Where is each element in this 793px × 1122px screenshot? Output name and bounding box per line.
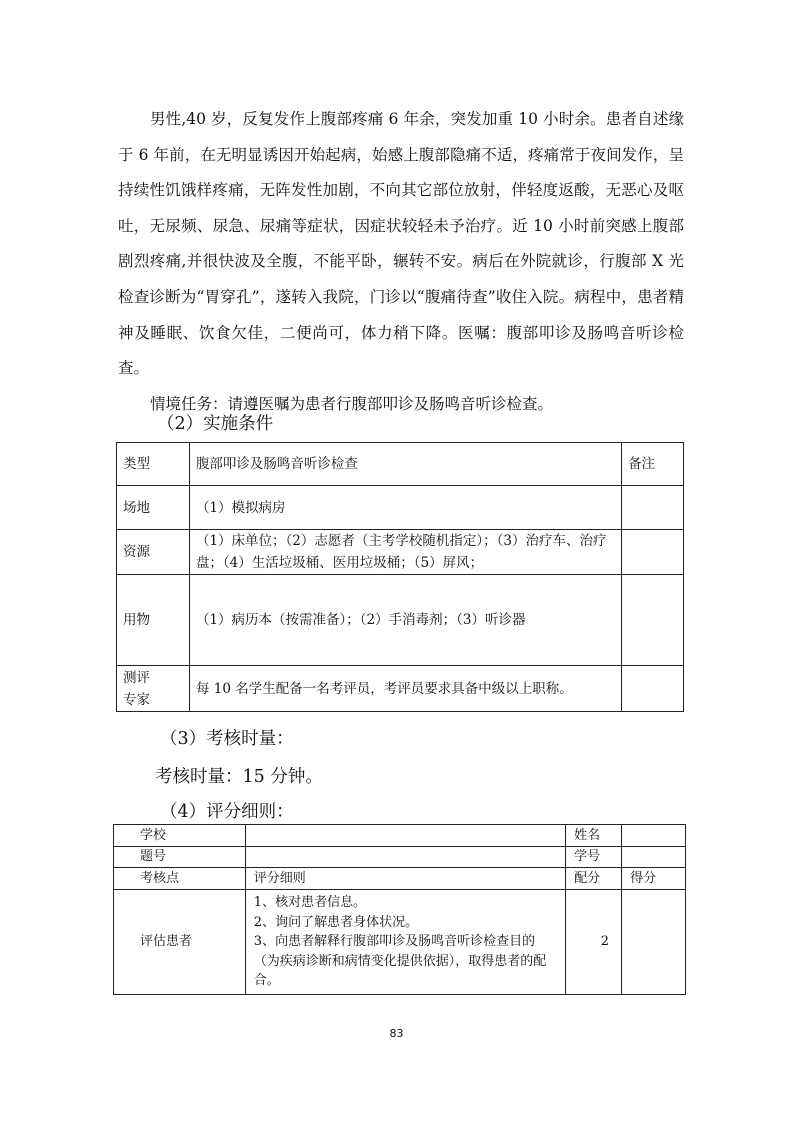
criteria-item: 3、向患者解释行腹部叩诊及肠鸣音听诊检查目的（为疾病诊断和病情变化提供依据），取得患者的配合。 <box>253 934 547 989</box>
topic-value[interactable] <box>245 847 565 868</box>
table-row <box>114 825 686 847</box>
cell-type: 类型 <box>117 443 190 486</box>
table-row <box>117 443 684 486</box>
header-got: 得分 <box>622 868 686 890</box>
cell-score: 2 <box>566 890 622 995</box>
table-row <box>117 486 684 530</box>
topic-label: 题号 <box>114 847 246 868</box>
page-number: 83 <box>389 1027 404 1040</box>
cell-content: 每 10 名学生配备一名考评员，考评员要求具备中级以上职称。 <box>189 666 621 712</box>
table-row <box>117 530 684 575</box>
cell-content: （1）病历本（按需准备）；（2）手消毒剂；（3）听诊器 <box>189 575 621 666</box>
conditions-table <box>116 442 684 712</box>
case-paragraph: 男性,40 岁，反复发作上腹部疼痛 6 年余，突发加重 10 小时余。患者自述缘于 6 年前，在无明显诱因开始起病，始感上腹部隐痛不适，疼痛常于夜间发作，呈持续性饥饿样疼痛，无阵发性加剧，不向其它部位放射，伴轻度返酸，无恶心及呕吐，无尿频、尿急、尿痛等症状，因症状较轻未予治疗。近 10 小时前突感上腹部剧烈疼痛,并很快波及全腹，不能平卧，辗转不安。病后在外院就诊，行腹部 X 光检查诊断为“胃穿孔”，遂转入我院，门诊以“腹痛待查”收住入院。病程中，患者精神及睡眠、饮食欠佳，二便尚可，体力稍下降。医嘱：腹部叩诊及肠鸣音听诊检查。 <box>118 110 684 378</box>
scoring-table <box>113 824 686 995</box>
cell-content: （1）床单位；（2）志愿者（主考学校随机指定）；（3）治疗车、治疗盘；（4）生活垃圾桶、医用垃圾桶；（5）屏风； <box>189 530 621 575</box>
name-label: 姓名 <box>566 825 622 847</box>
section4-heading: （4）评分细则： <box>160 802 294 822</box>
header-score: 配分 <box>566 868 622 890</box>
case-description <box>118 102 684 422</box>
name-value[interactable] <box>622 825 686 847</box>
table-row <box>114 890 686 995</box>
cell-note: 备注 <box>622 443 684 486</box>
section2-heading: （2）实施条件 <box>157 414 274 434</box>
criteria-item: 1、核对患者信息。 <box>253 895 367 911</box>
header-criteria: 评分细则 <box>245 868 565 890</box>
cell-point: 评估患者 <box>114 890 246 995</box>
criteria-item: 2、询问了解患者身体状况。 <box>253 914 419 930</box>
table-header-row <box>114 868 686 890</box>
cell-type: 测评专家 <box>117 666 190 712</box>
table-row <box>117 575 684 666</box>
school-label: 学校 <box>114 825 246 847</box>
table-row <box>114 847 686 868</box>
cell-note <box>622 530 684 575</box>
cell-content: 腹部叩诊及肠鸣音听诊检查 <box>189 443 621 486</box>
cell-criteria <box>245 890 565 995</box>
cell-note <box>622 666 684 712</box>
section3-heading: （3）考核时量： <box>160 729 294 749</box>
cell-note <box>622 486 684 530</box>
cell-content: （1）模拟病房 <box>189 486 621 530</box>
school-value[interactable] <box>245 825 565 847</box>
scenario-task: 情境任务：请遵医嘱为患者行腹部叩诊及肠鸣音听诊检查。 <box>150 394 554 413</box>
cell-got[interactable] <box>622 890 686 995</box>
duration-text: 考核时量：15 分钟。 <box>155 767 323 787</box>
header-point: 考核点 <box>114 868 246 890</box>
cell-note <box>622 575 684 666</box>
cell-type: 场地 <box>117 486 190 530</box>
table-row <box>117 666 684 712</box>
cell-type: 用物 <box>117 575 190 666</box>
cell-type: 资源 <box>117 530 190 575</box>
id-value[interactable] <box>622 847 686 868</box>
id-label: 学号 <box>566 847 622 868</box>
